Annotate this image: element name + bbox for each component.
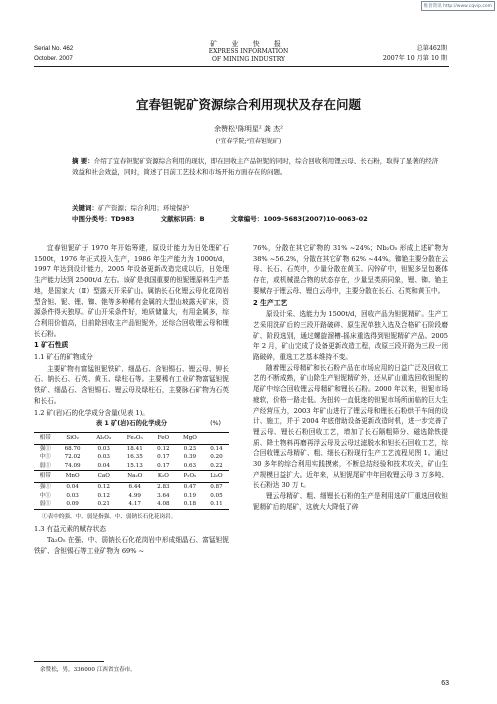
- table-header-cell: MgO: [176, 432, 204, 444]
- left-column: [34, 243, 229, 557]
- table-cell: 74.09: [64, 462, 81, 469]
- table-header-cell: FeO: [151, 432, 176, 444]
- table-header-cell: [204, 432, 229, 444]
- table-cell: 中①: [39, 492, 51, 499]
- author-affiliations: (¹宜春学院;²宜春钽铌矿): [215, 138, 282, 145]
- table-cell: 4.08: [157, 501, 170, 508]
- table-row: [34, 500, 229, 509]
- table-unit: (%): [210, 420, 221, 428]
- table-cell: 强①: [39, 445, 51, 452]
- table-cell: 强①: [39, 484, 51, 491]
- table-cell: 0.19: [183, 492, 197, 499]
- process-paragraph: 原设计采、选能力为 1500t/d，回收产品为钽铌精矿。生产工艺采用洗矿后的三段开路破碎、原生泥单独入选及合格矿石阶段磨矿、阶段选别，通过螺旋溜槽-摇床重选得到钽铌精矿产品。2005 年 2 月，矿山完成了设备更新改造工程，改原三段开路为三段一闭路破碎，重选工艺基本维持不变。: [253, 310, 448, 362]
- author-footnote: 余赞松，男，336000 江西省宜春市。: [40, 667, 136, 673]
- section-heading-1: 1 矿石性质: [34, 341, 69, 350]
- table-header-cell: Na₂O: [119, 471, 151, 483]
- table-header-cell: CaO: [89, 471, 119, 483]
- table-cell: 15.13: [126, 462, 143, 469]
- table-row: [34, 462, 229, 471]
- table-cell: 0.05: [210, 492, 223, 499]
- table-cell: 0.14: [210, 445, 223, 452]
- journal-title-en-2: OF MINING INDUSTRY: [212, 56, 285, 63]
- table-header-cell: K₂O: [151, 471, 176, 483]
- serial-number: Serial No. 462: [34, 45, 74, 52]
- table-header-cell: SiO₂: [57, 432, 89, 444]
- table-cell: 4.17: [128, 501, 141, 508]
- table-cell: 弱①: [39, 462, 51, 469]
- table-cell: 4.99: [128, 492, 141, 499]
- classification-line: [72, 214, 444, 225]
- journal-title-cn: 矿 业 快 报: [210, 40, 287, 48]
- table-cell: 0.17: [157, 462, 170, 469]
- table-cell: 0.63: [183, 462, 197, 469]
- elements-continued-paragraph: 76%，分散在其它矿物的 31% ~24%；Nb₂O₅ 形成上述矿物为 38% ~56.2%，分散在其它矿物 62% ~44%。铷铯主要分散在云母、长石、石英中，少量分散在黄玉、闪锌矿中，钽铌多呈包裹体存在，或机械混合物的状态存在，少量呈类质同象，锂、铷、铯主要赋存于锂云母、锂白云母中，主要分散在长石、石英和黄玉中。: [253, 244, 448, 295]
- header-rule: [34, 66, 449, 67]
- table-cell: 0.17: [157, 454, 170, 461]
- table-note: ①表中的强、中、弱是指强、中、弱钠长石化花岗岩。: [42, 513, 177, 520]
- footnote-rule: [34, 661, 104, 662]
- table-header-row: [34, 432, 229, 444]
- issue-date-en: October. 2007: [34, 55, 73, 62]
- right-column: [253, 243, 448, 513]
- table-cell: 0.12: [157, 445, 170, 452]
- table-cell: 0.04: [66, 484, 79, 491]
- table-cell: 72.02: [64, 454, 81, 461]
- table-cell: 0.04: [97, 462, 110, 469]
- table-cell: 0.23: [183, 445, 197, 452]
- table-cell: 16.35: [126, 454, 143, 461]
- table-cell: 中①: [39, 454, 51, 461]
- issue-number-cn: 总第462期: [416, 45, 447, 52]
- table-cell: 0.11: [210, 501, 223, 508]
- table-cell: 6.44: [128, 484, 141, 491]
- subsection-heading-1-3: 1.3 有益元素的赋存状态: [34, 524, 106, 533]
- keywords-block: [72, 203, 444, 225]
- intro-paragraph: 宜春钽铌矿于 1970 年开始筹建，原设计能力为日处理矿石 1500t，1976 年正式投入生产，1986 年生产能力为 1000t/d，1997 年达到设计能力，2005 年设备更新改造完成以后，日处理生产能力达到 2500t/d 左右。该矿是我国重要的钽铌锂原料生产基地，是国家大（Ⅱ）型露天开采矿山。属钠长石化锂云母化花岗岩型含钽、铌、锂、铷、铯等多种稀有金属的大型山坡露天矿床，资源条件得天独厚。矿山开采条件好，地质储量大，有用金属多，综合利用价值高，目前除回收主产品钽铌外，还综合回收锂云母和锂长石粉。: [34, 244, 229, 338]
- table-header-cell: Li₂O: [204, 471, 229, 483]
- recovery-paragraph: 随着锂云母精矿和长石粉产品在市场应用的日益广泛及回收工艺的不断成熟，矿山除生产钽铌精矿外，还从矿山重选回收钽铌的尾矿中综合回收锂云母精矿和锂长石粉。2000 年以来，钽铌市场疲软，价格一路走低。为扭转一直低迷的钽铌市场所面临的巨大生产经营压力，2003 年矿山进行了锂云母和锂长石粉烘干车间的设计、施工，并于 2004 年底借助设备更新改造时机，进一步完善了锂云母、锂长石粉回收工艺，增加了长石隔粗筛分、磁选除铁提质、降土物料再磨再浮云母及云母过滤脱水和钽长石回收工艺，综合回收锂云母精矿、粗、细长石粉现行生产工艺流程见图 1。通过 30 多年的综合利用实践摸索，不断总结经验和技术攻关，矿山生产规模日益扩大。近年来，从钽铌尾矿中年回收锂云母 3 万多吨、长石粉达 30 万 t。: [253, 363, 448, 490]
- watermark-stamp: 维普资讯 http://www.cqvip.com: [421, 1, 495, 11]
- issue-date-cn: 2007年 10 月第 10 期: [382, 55, 447, 62]
- table-cell: 0.03: [97, 445, 110, 452]
- table-cell: 18.41: [126, 445, 143, 452]
- table-row: [34, 453, 229, 462]
- subsection-heading-1-1: 1.1 矿石的矿物成分: [34, 353, 93, 362]
- table-row: [34, 492, 229, 501]
- table-cell: 3.64: [157, 492, 170, 499]
- table-header-cell: 相带: [34, 471, 57, 483]
- table-cell: 0.12: [97, 492, 110, 499]
- keywords-line: [72, 203, 444, 214]
- table-cell: 0.21: [97, 501, 110, 508]
- table-header-cell: Fe₂O₃: [119, 432, 151, 444]
- abstract: [72, 156, 444, 178]
- table-cell: 0.18: [183, 501, 197, 508]
- table-title: 表 1 矿(岩)石的化学成分: [95, 420, 168, 428]
- keywords-text: 矿产资源；综合利用；环境保护: [98, 204, 189, 212]
- table-row: [34, 444, 229, 453]
- minerals-paragraph: 主要矿物有富锰钽铌铁矿、细晶石、含钽锡石、锂云母、钾长石、钠长石、石英、黄玉、绿柱石等。主要稀有工业矿物富锰钽铌铁矿、细晶石、含钽锡石、锂云母及绿柱石，主要脉石矿物为石英和长石。: [34, 364, 229, 405]
- table-cell: 0.87: [210, 484, 223, 491]
- article-title: 宜春钽铌矿资源综合利用现状及存在问题: [135, 97, 361, 112]
- journal-title-en-1: EXPRESS INFORMATION: [208, 48, 289, 55]
- tailings-paragraph: 锂云母精矿、粗、细锂长石粉的生产是利用选矿厂重选回收钽铌精矿后的尾矿，这就大大降低了碎: [253, 492, 448, 511]
- document-code: 文献标识码：B: [160, 215, 205, 223]
- table-header-row: [34, 471, 229, 483]
- table-caption: [34, 419, 229, 430]
- table-cell: 0.09: [66, 501, 79, 508]
- table-cell: 0.03: [66, 492, 79, 499]
- table-cell: 0.20: [210, 454, 223, 461]
- table-header-cell: P₂O₅: [176, 471, 204, 483]
- section-heading-2: 2 生产工艺: [253, 298, 288, 307]
- table-cell: 0.03: [97, 454, 110, 461]
- table-header-cell: 相带: [34, 432, 57, 444]
- chemistry-table: [34, 432, 229, 510]
- elements-paragraph: Ta₂O₅ 在强、中、弱钠长石化花岗岩中形成细晶石、富锰钽铌铁矿、含钽锡石等工业矿物为 69% ~: [34, 536, 229, 556]
- keywords-label: 关键词：: [72, 204, 98, 212]
- header-right: [383, 44, 447, 64]
- table-header-cell: Al₂O₃: [89, 432, 119, 444]
- table-cell: 弱①: [39, 501, 51, 508]
- journal-header: [0, 40, 497, 80]
- subsection-heading-1-2: 1.2 矿(岩)石的化学成分含量(见表 1)。: [34, 408, 149, 417]
- article-number: 文章编号：1009-5683(2007)10-0063-02: [230, 215, 368, 223]
- table-cell: 2.83: [157, 484, 170, 491]
- table-cell: 0.22: [210, 462, 223, 469]
- abstract-text: 介绍了宜春钽铌矿资源综合利用的现状，即在回收主产品钽铌的同时，综合回收利用锂云母、长石粉，取得了显著的经济效益和社会效益，同时，简述了目前工艺技术和市场开拓方面存在的问题。: [72, 157, 439, 176]
- table-cell: 0.47: [183, 484, 197, 491]
- abstract-label: 摘 要：: [72, 157, 94, 165]
- table-cell: 0.39: [183, 454, 197, 461]
- table-header-cell: MnO: [57, 471, 89, 483]
- table-cell: 68.70: [64, 445, 81, 452]
- article-authors: 余赞松¹陈明星² 龚 杰²: [214, 125, 283, 133]
- table-row: [34, 483, 229, 492]
- page-number: 63: [441, 680, 449, 687]
- table-cell: 0.12: [97, 484, 110, 491]
- clc-number: 中图分类号：TD983: [72, 215, 135, 223]
